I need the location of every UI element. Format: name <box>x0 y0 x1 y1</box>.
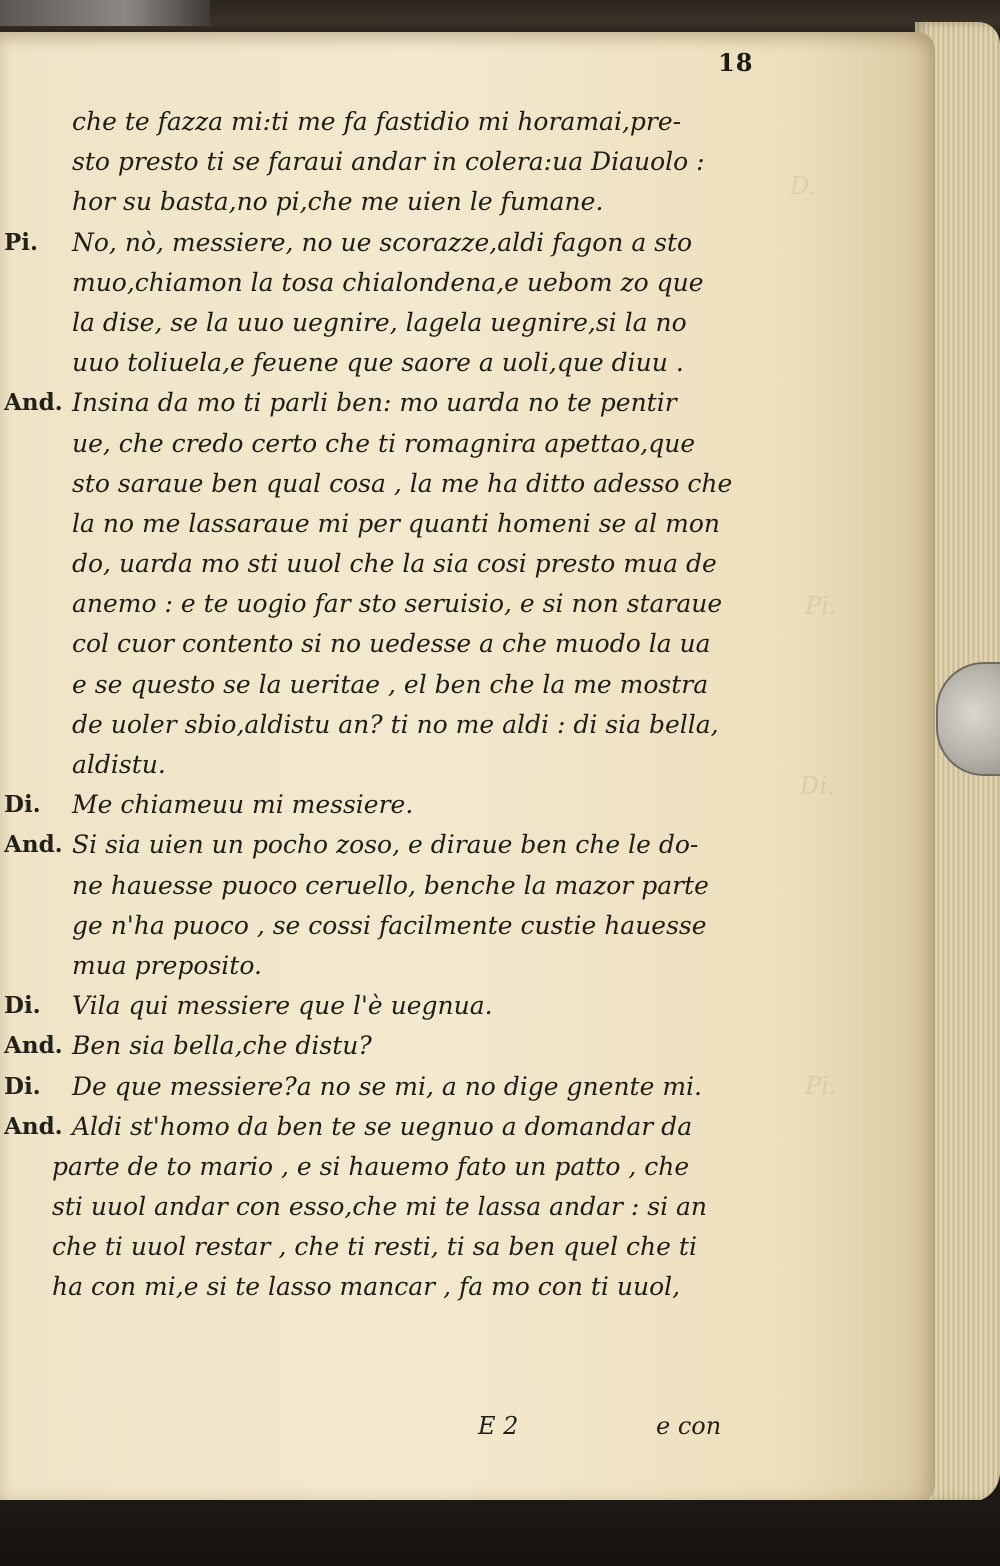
speech-text: mua preposito. <box>72 950 262 980</box>
text-line <box>0 1147 920 1187</box>
speech-text: Me chiameuu mi messiere. <box>72 790 414 820</box>
text-line <box>0 866 920 906</box>
text-line <box>0 182 920 222</box>
speaker-label: And. <box>4 1112 63 1140</box>
text-line <box>0 464 920 504</box>
text-line <box>0 745 920 785</box>
speech-text: che ti uuol restar , che ti resti, ti sa ben quel che ti <box>52 1232 697 1262</box>
speaker-label: Pi. <box>4 228 39 256</box>
facing-page-strip <box>0 0 210 26</box>
text-line <box>0 383 920 423</box>
speech-text: ue, che credo certo che ti romagnira apettao,que <box>72 428 696 458</box>
text-line <box>0 665 920 705</box>
bleed-through: Di. <box>800 772 835 800</box>
text-block <box>0 102 920 1308</box>
text-line <box>0 946 920 986</box>
speaker-label: Di. <box>4 1072 41 1100</box>
bleed-through: Pi. <box>805 1072 837 1100</box>
text-line <box>0 584 920 624</box>
text-line <box>0 1187 920 1227</box>
text-line <box>0 504 920 544</box>
speech-text: aldistu. <box>72 750 166 779</box>
text-line <box>0 544 920 584</box>
speech-text: Ben sia bella,che distu? <box>72 1031 372 1061</box>
signature-mark: E 2 <box>478 1412 519 1440</box>
speech-text: De que messiere?a no se mi, a no dige gnente mi. <box>72 1071 702 1101</box>
speech-text: sti uuol andar con esso,che mi te lassa andar : si an <box>52 1192 708 1222</box>
speech-text: la dise, se la uuo uegnire, lagela uegnire,si la no <box>72 307 687 337</box>
text-line <box>0 303 920 343</box>
text-line <box>0 424 920 464</box>
text-line <box>0 705 920 745</box>
text-line <box>0 1227 920 1267</box>
speech-text: ne hauesse puoco ceruello, benche la mazor parte <box>72 870 709 900</box>
speech-text: hor su basta,no pi,che me uien le fumane. <box>72 187 604 217</box>
speaker-label: And. <box>4 389 63 417</box>
speech-text: parte de to mario , e si hauemo fato un patto , che <box>52 1151 690 1181</box>
speech-text: sto saraue ben qual cosa , la me ha ditto adesso che <box>72 468 733 498</box>
bleed-through: Pi. <box>805 592 837 620</box>
text-line <box>0 1267 920 1307</box>
bleed-through: D. <box>790 172 817 200</box>
speech-text: e se questo se la ueritae , el ben che la me mostra <box>72 669 709 699</box>
text-line <box>0 223 920 263</box>
text-line <box>0 986 920 1026</box>
page-number: 18 <box>718 48 754 77</box>
speech-text: sto presto ti se faraui andar in colera:ua Diauolo : <box>72 147 705 177</box>
speech-text: muo,chiamon la tosa chialondena,e uebom zo que <box>72 267 704 297</box>
speech-text: uuo toliuela,e feuene que saore a uoli,que diuu . <box>72 348 684 378</box>
text-line <box>0 906 920 946</box>
text-line <box>0 624 920 664</box>
catchword: e con <box>656 1412 722 1440</box>
text-line <box>0 1026 920 1066</box>
speech-text: la no me lassaraue mi per quanti homeni se al mon <box>72 508 720 538</box>
speech-text: Vila qui messiere que l'è uegnua. <box>72 991 493 1021</box>
text-line <box>0 343 920 383</box>
text-line <box>0 825 920 865</box>
text-line <box>0 102 920 142</box>
text-line <box>0 1107 920 1147</box>
speech-text: Insina da mo ti parli ben: mo uarda no te pentir <box>72 388 677 418</box>
speech-text: do, uarda mo sti uuol che la sia cosi presto mua de <box>72 549 717 579</box>
speech-text: ge n'ha puoco , se cossi facilmente custie hauesse <box>72 910 707 940</box>
speech-text: Si sia uien un pocho zoso, e diraue ben che le do- <box>72 830 699 860</box>
speech-text: che te fazza mi:ti me fa fastidio mi horamai,pre- <box>72 107 682 136</box>
speech-text: ha con mi,e si te lasso mancar , fa mo con ti uuol, <box>52 1272 681 1302</box>
bottom-binding <box>0 1500 1000 1566</box>
speech-text: No, nò, messiere, no ue scorazze,aldi fagon a sto <box>72 227 693 257</box>
speaker-label: Di. <box>4 791 41 819</box>
speaker-label: Di. <box>4 992 41 1020</box>
text-line <box>0 142 920 182</box>
text-line <box>0 785 920 825</box>
speaker-label: And. <box>4 1032 63 1060</box>
speech-text: Aldi st'homo da ben te se uegnuo a domandar da <box>72 1111 693 1141</box>
text-line <box>0 1067 920 1107</box>
speech-text: de uoler sbio,aldistu an? ti no me aldi : di sia bella, <box>72 709 719 739</box>
speech-text: anemo : e te uogio far sto seruisio, e si non staraue <box>72 589 723 619</box>
speaker-label: And. <box>4 831 63 859</box>
text-line <box>0 263 920 303</box>
speech-text: col cuor contento si no uedesse a che muodo la ua <box>72 629 711 659</box>
